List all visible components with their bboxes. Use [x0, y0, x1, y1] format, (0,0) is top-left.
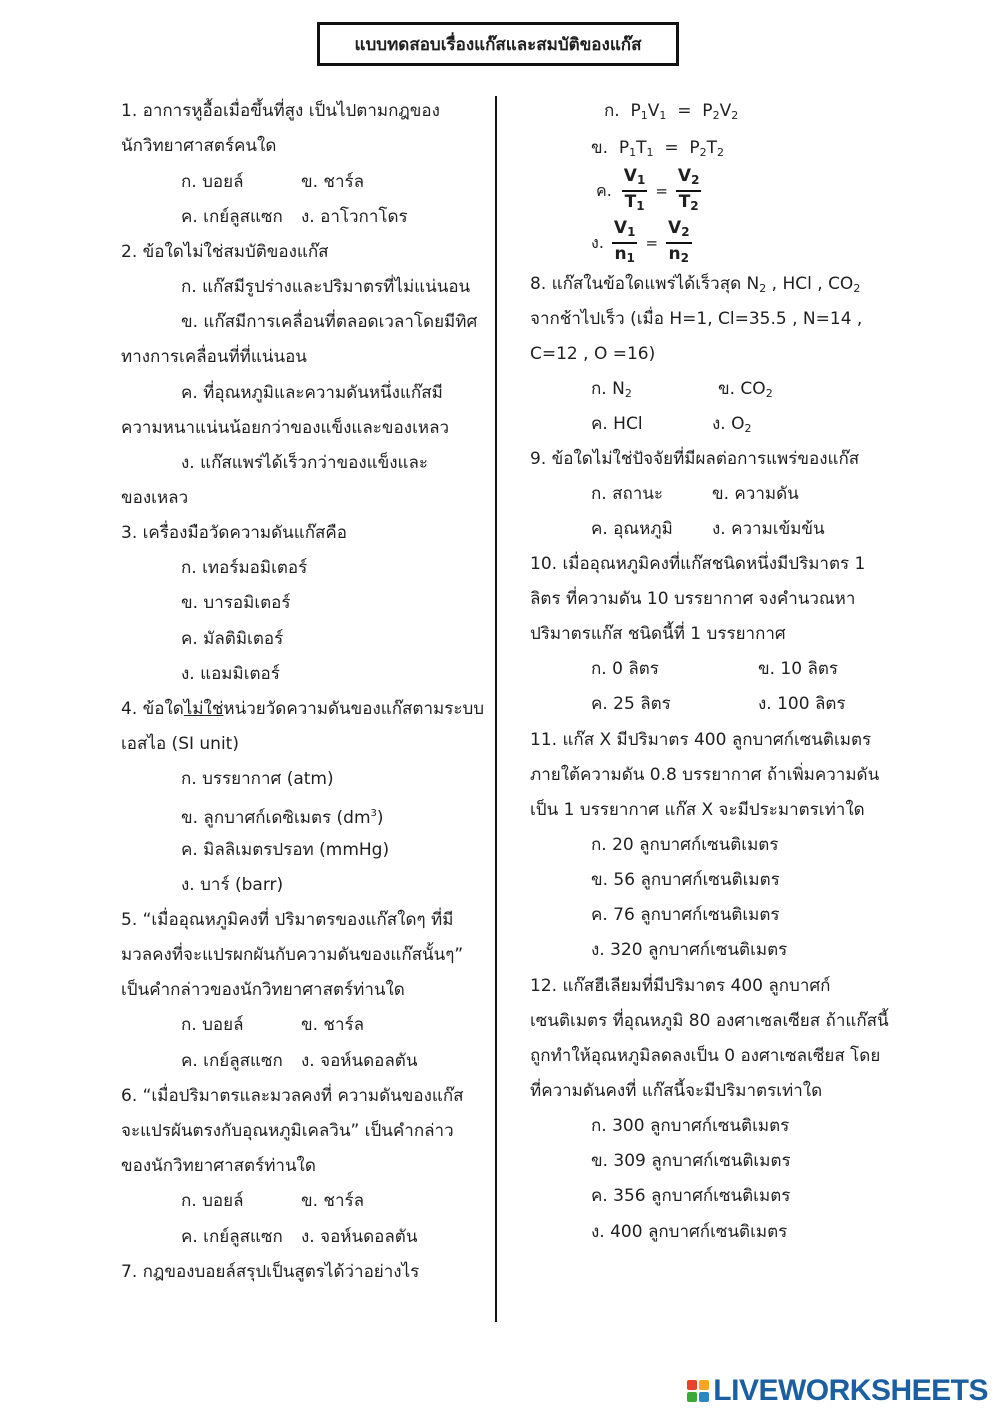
q7-choice-a	[604, 100, 738, 127]
liveworksheets-logo[interactable]	[687, 1374, 988, 1408]
subscript: 1	[626, 251, 635, 265]
q7-text: 7. กฎของบอยล์สรุปเป็นสูตรได้ว่าอย่างไร	[121, 1262, 420, 1282]
choice-label: ข.	[591, 138, 609, 158]
logo-icon-square	[699, 1392, 709, 1402]
q8-text-part: 8. แก๊สในข้อใดแพร่ได้เร็วสุด N	[530, 274, 760, 294]
subscript: 2	[691, 173, 700, 187]
subscript: 2	[699, 146, 707, 159]
equals-sign: =	[677, 101, 692, 121]
numerator	[612, 218, 638, 244]
q5-choice-a: ก. บอยล์	[181, 1015, 244, 1035]
q11-choice-d: ง. 320 ลูกบาศก์เซนติเมตร	[591, 940, 788, 960]
choice-label: ค.	[596, 180, 612, 200]
q5-choice-b: ข. ชาร์ล	[301, 1015, 365, 1035]
q10-text: ลิตร ที่ความดัน 10 บรรยากาศ จงคำนวณหา	[530, 589, 856, 609]
q8-text-part: , HCl , CO	[766, 274, 854, 294]
q1-choice-c: ค. เกย์ลูสแซก	[181, 207, 283, 227]
q9-choice-a: ก. สถานะ	[591, 484, 664, 504]
q7-choice-d	[591, 218, 692, 268]
q4-choice-a: ก. บรรยากาศ (atm)	[181, 769, 334, 789]
q12-choice-d: ง. 400 ลูกบาศก์เซนติเมตร	[591, 1222, 788, 1242]
q1-choice-b: ข. ชาร์ล	[301, 172, 365, 192]
q12-choice-c: ค. 356 ลูกบาศก์เซนติเมตร	[591, 1186, 791, 1206]
q11-choice-b: ข. 56 ลูกบาศก์เซนติเมตร	[591, 870, 780, 890]
q6-choice-b: ข. ชาร์ล	[301, 1191, 365, 1211]
subscript: 2	[690, 199, 699, 213]
logo-icon-square	[687, 1392, 697, 1402]
q11-text: เป็น 1 บรรยากาศ แก๊ส X จะมีประมาตรเท่าใด	[530, 800, 865, 820]
q10-choice-a: ก. 0 ลิตร	[591, 659, 659, 679]
q2-choice-b-cont: ทางการเคลื่อนที่ที่แน่นอน	[121, 347, 307, 367]
var: V	[623, 166, 637, 186]
var: P	[689, 138, 700, 158]
denominator	[625, 192, 645, 216]
q10-choice-b: ข. 10 ลิตร	[758, 659, 839, 679]
q10-choice-d: ง. 100 ลิตร	[758, 694, 846, 714]
q8-choice-a-text: ก. N	[591, 379, 625, 399]
subscript: 2	[624, 387, 632, 400]
numerator	[622, 166, 648, 192]
var: n	[614, 244, 627, 264]
subscript: 1	[629, 146, 637, 159]
q12-text: เซนติเมตร ที่อุณหภูมิ 80 องศาเซลเซียส ถ้าแก๊สนี้	[530, 1011, 889, 1031]
subscript: 2	[681, 225, 690, 239]
q4-choice-c: ค. มิลลิเมตรปรอท (mmHg)	[181, 840, 390, 860]
q1-text: นักวิทยาศาสตร์คนใด	[121, 136, 277, 156]
subscript: 2	[717, 146, 725, 159]
subscript: 2	[712, 109, 720, 122]
numerator	[676, 166, 702, 192]
equals-sign: =	[664, 138, 679, 158]
q12-text: ที่ความดันคงที่ แก๊สนี้จะมีปริมาตรเท่าใด	[530, 1081, 823, 1101]
q8-choice-d-text: ง. O	[712, 414, 745, 434]
subscript: 1	[627, 225, 636, 239]
q12-choice-a: ก. 300 ลูกบาศก์เซนติเมตร	[591, 1116, 790, 1136]
q4-choice-d: ง. บาร์ (barr)	[181, 875, 284, 895]
fraction	[676, 166, 702, 216]
logo-icon	[687, 1380, 709, 1402]
q5-text: เป็นคำกล่าวของนักวิทยาศาสตร์ท่านใด	[121, 980, 405, 1000]
q11-choice-c: ค. 76 ลูกบาศก์เซนติเมตร	[591, 905, 780, 925]
subscript: 1	[636, 199, 645, 213]
var: P	[702, 101, 713, 121]
q6-text: ของนักวิทยาศาสตร์ท่านใด	[121, 1156, 316, 1176]
var: V	[719, 101, 732, 121]
denominator	[614, 244, 634, 268]
var: V	[613, 218, 628, 238]
var: P	[618, 138, 630, 158]
logo-icon-square	[687, 1380, 697, 1390]
var: V	[647, 101, 660, 121]
q7-choice-b	[591, 137, 724, 164]
q6-text: 6. “เมื่อปริมาตรและมวลคงที่ ความดันของแก๊ส	[121, 1086, 464, 1106]
fraction	[612, 218, 638, 268]
q4-choice-b-close: )	[376, 808, 384, 828]
q8-text: จากช้าไปเร็ว (เมื่อ H=1, Cl=35.5 , N=14 ,	[530, 309, 863, 329]
subscript: 2	[853, 282, 861, 295]
subscript: 1	[636, 173, 646, 187]
q12-choice-b: ข. 309 ลูกบาศก์เซนติเมตร	[591, 1151, 791, 1171]
q6-choice-d: ง. จอห์นดอลตัน	[301, 1227, 418, 1247]
q5-choice-c: ค. เกย์ลูสแซก	[181, 1051, 283, 1071]
q6-choice-c: ค. เกย์ลูสแซก	[181, 1227, 283, 1247]
q1-text: 1. อาการหูอื้อเมื่อขึ้นที่สูง เป็นไปตามกฎของ	[121, 101, 440, 121]
var: T	[636, 138, 647, 158]
choice-label: ก.	[604, 101, 620, 121]
subscript: 2	[759, 282, 767, 295]
q2-choice-c-cont: ความหนาแน่นน้อยกว่าของแข็งและของเหลว	[121, 418, 450, 438]
q5-text: 5. “เมื่ออุณหภูมิคงที่ ปริมาตรของแก๊สใดๆ ที่มี	[121, 910, 454, 930]
denominator	[669, 244, 689, 268]
q6-text: จะแปรผันตรงกับอุณหภูมิเคลวิน” เป็นคำกล่าว	[121, 1121, 454, 1141]
q2-choice-d-cont: ของเหลว	[121, 488, 189, 508]
fraction	[666, 218, 692, 268]
q4-text: เอสไอ (SI unit)	[121, 734, 239, 754]
subscript: 1	[659, 109, 667, 122]
column-divider	[495, 96, 497, 1322]
q11-text: ภายใต้ความดัน 0.8 บรรยากาศ ถ้าเพิ่มความดัน	[530, 765, 880, 785]
q3-choice-c: ค. มัลติมิเตอร์	[181, 629, 284, 649]
q2-text: 2. ข้อใดไม่ใช่สมบัติของแก๊ส	[121, 242, 329, 262]
var: V	[677, 166, 692, 186]
q8-text	[530, 273, 860, 300]
q1-choice-d: ง. อาโวกาโดร	[301, 207, 408, 227]
q10-text: ปริมาตรแก๊ส ชนิดนี้ที่ 1 บรรยากาศ	[530, 624, 786, 644]
var: T	[678, 192, 691, 212]
q3-text: 3. เครื่องมือวัดความดันแก๊สคือ	[121, 523, 347, 543]
var: V	[668, 218, 682, 238]
q10-choice-c: ค. 25 ลิตร	[591, 694, 671, 714]
var: n	[668, 244, 681, 264]
logo-icon-square	[699, 1380, 709, 1390]
var: T	[706, 138, 718, 158]
var: P	[630, 101, 641, 121]
subscript: 1	[640, 109, 648, 122]
subscript: 2	[765, 387, 773, 400]
q3-choice-b: ข. บารอมิเตอร์	[181, 593, 291, 613]
q8-text: C=12 , O =16)	[530, 344, 656, 364]
numerator	[666, 218, 692, 244]
q8-choice-a	[591, 378, 632, 405]
q1-choice-a: ก. บอยล์	[181, 172, 244, 192]
choice-label: ง.	[591, 232, 604, 252]
q4-suffix: หน่วยวัดความดันของแก๊สตามระบบ	[223, 699, 485, 719]
subscript: 2	[731, 109, 739, 122]
fraction	[622, 166, 648, 216]
equals-sign: =	[645, 234, 659, 252]
subscript: 2	[744, 422, 752, 435]
q11-text: 11. แก๊ส X มีปริมาตร 400 ลูกบาศก์เซนติเมตร	[530, 730, 872, 750]
q3-choice-d: ง. แอมมิเตอร์	[181, 664, 280, 684]
q4-choice-b	[181, 803, 384, 829]
var: T	[624, 192, 637, 212]
q11-choice-a: ก. 20 ลูกบาศก์เซนติเมตร	[591, 835, 779, 855]
q12-text: ถูกทำให้อุณหภูมิลดลงเป็น 0 องศาเซลเซียส โดย	[530, 1046, 881, 1066]
denominator	[679, 192, 699, 216]
q9-text: 9. ข้อใดไม่ใช่ปัจจัยที่มีผลต่อการแพร่ของแก๊ส	[530, 449, 860, 469]
q4-underlined: ไม่ใช่	[183, 699, 224, 719]
worksheet-title: แบบทดสอบเรื่องแก๊สและสมบัติของแก๊ส	[317, 22, 679, 66]
q8-choice-b-text: ข. CO	[718, 379, 766, 399]
q9-choice-b: ข. ความดัน	[712, 484, 799, 504]
q5-choice-d: ง. จอห์นดอลตัน	[301, 1051, 418, 1071]
q3-choice-a: ก. เทอร์มอมิเตอร์	[181, 558, 308, 578]
q2-choice-c: ค. ที่อุณหภูมิและความดันหนึ่งแก๊สมี	[181, 383, 443, 403]
q4-text	[121, 698, 484, 720]
q8-choice-c: ค. HCl	[591, 414, 643, 434]
q2-choice-a: ก. แก๊สมีรูปร่างและปริมาตรที่ไม่แน่นอน	[181, 277, 471, 297]
subscript: 1	[646, 146, 654, 159]
q9-choice-d: ง. ความเข้มข้น	[712, 519, 825, 539]
q8-choice-d	[712, 413, 752, 440]
q4-superscript: 3	[370, 808, 377, 819]
subscript: 2	[680, 251, 690, 265]
q7-choice-c	[596, 166, 701, 216]
q10-text: 10. เมื่ออุณหภูมิคงที่แก๊สชนิดหนึ่งมีปริมาตร 1	[530, 554, 866, 574]
q4-prefix: 4. ข้อใด	[121, 699, 184, 719]
q9-choice-c: ค. อุณหภูมิ	[591, 519, 673, 539]
q2-choice-d: ง. แก๊สแพร่ได้เร็วกว่าของแข็งและ	[181, 453, 429, 473]
q4-choice-b-text: ข. ลูกบาศก์เดซิเมตร (dm	[181, 808, 371, 828]
logo-text: LIVEWORKSHEETS	[713, 1374, 988, 1407]
q12-text: 12. แก๊สฮีเลียมที่มีปริมาตร 400 ลูกบาศก์	[530, 976, 831, 996]
q6-choice-a: ก. บอยล์	[181, 1191, 244, 1211]
q8-choice-b	[718, 378, 773, 405]
equals-sign: =	[655, 182, 668, 200]
q5-text: มวลคงที่จะแปรผกผันกับความดันของแก๊สนั้นๆ”	[121, 945, 464, 965]
q2-choice-b: ข. แก๊สมีการเคลื่อนที่ตลอดเวลาโดยมีทิศ	[181, 312, 478, 332]
